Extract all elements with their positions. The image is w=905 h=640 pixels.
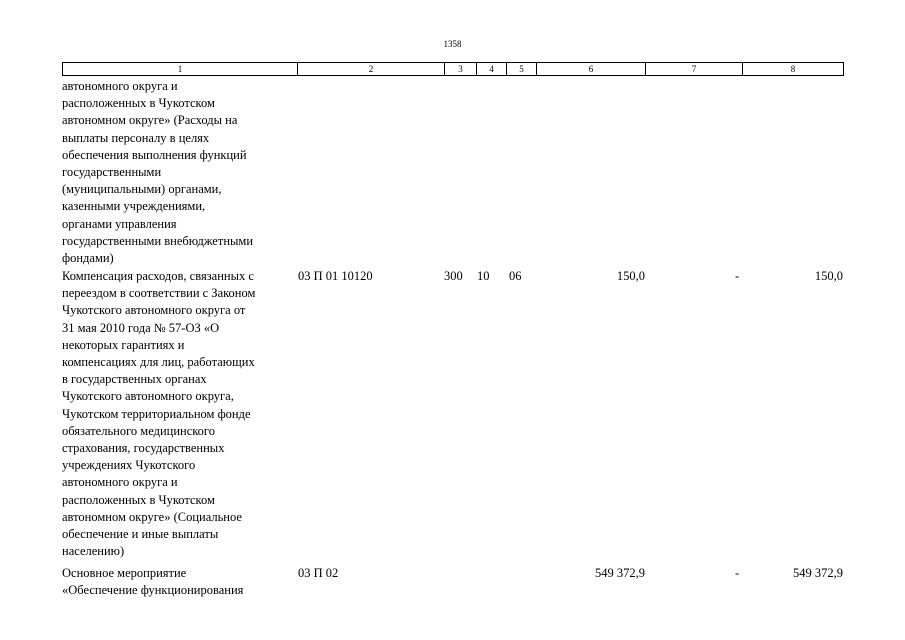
description-line: выплаты персоналу в целях xyxy=(62,130,210,145)
description-line: автономном округе» (Расходы на xyxy=(62,113,238,128)
table-row-description xyxy=(62,268,255,560)
row-col4: 10 xyxy=(477,269,490,283)
description-line: (муниципальными) органами, xyxy=(62,182,222,197)
row-col3: 300 xyxy=(444,269,463,283)
description-line: фондами) xyxy=(62,251,114,266)
description-line: учреждениях Чукотского xyxy=(62,458,196,473)
row-code: 03 П 01 10120 xyxy=(298,269,373,283)
row-col8: 549 372,9 xyxy=(793,566,843,580)
row-col7: - xyxy=(735,566,740,580)
column-header-7: 7 xyxy=(646,63,743,75)
column-header-6: 6 xyxy=(537,63,646,75)
table-header xyxy=(62,62,844,76)
description-line: Чукотского автономного округа от xyxy=(62,303,246,318)
row-col6: 549 372,9 xyxy=(595,566,645,580)
description-line: расположенных в Чукотском xyxy=(62,492,215,507)
description-line: «Обеспечение функционирования xyxy=(62,583,244,598)
description-line: компенсациях для лиц, работающих xyxy=(62,355,255,370)
description-line: государственными внебюджетными xyxy=(62,233,254,248)
column-header-8: 8 xyxy=(790,64,796,74)
description-line: обеспечение и иные выплаты xyxy=(62,527,219,542)
column-header-5: 5 xyxy=(507,63,537,75)
description-line: автономного округа и xyxy=(62,79,178,93)
description-line: органами управления xyxy=(62,216,177,231)
row-col6: 150,0 xyxy=(616,269,645,283)
row-col5: 06 xyxy=(509,269,522,283)
column-header-2: 2 xyxy=(298,63,445,75)
description-line: обеспечения выполнения функций xyxy=(62,147,247,162)
column-header-4: 4 xyxy=(477,63,507,75)
description-line: Основное мероприятие xyxy=(62,566,187,580)
description-line: переездом в соответствии с Законом xyxy=(62,286,256,301)
row-code: 03 П 02 xyxy=(298,566,339,580)
description-line: Компенсация расходов, связанных с xyxy=(62,269,254,283)
column-header-1: 1 xyxy=(63,63,298,75)
table-row-description xyxy=(62,78,253,267)
row-col8: 150,0 xyxy=(814,269,843,283)
row-col7: - xyxy=(735,269,740,283)
page-number: 1358 xyxy=(443,39,462,49)
table-row-description xyxy=(62,565,243,599)
description-line: Чукотского автономного округа, xyxy=(62,389,234,404)
description-line: населению) xyxy=(62,544,125,559)
description-line: страхования, государственных xyxy=(62,441,225,456)
description-line: обязательного медицинского xyxy=(62,423,216,438)
description-line: в государственных органах xyxy=(62,372,207,387)
description-line: некоторых гарантиях и xyxy=(62,337,185,352)
description-line: государственными xyxy=(62,165,162,180)
description-line: расположенных в Чукотском xyxy=(62,96,215,111)
column-header-3: 3 xyxy=(445,63,477,75)
description-line: казенными учреждениями, xyxy=(62,199,206,214)
description-line: 31 мая 2010 года № 57-ОЗ «О xyxy=(62,320,220,335)
description-line: автономном округе» (Социальное xyxy=(62,509,242,524)
description-line: Чукотском территориальном фонде xyxy=(62,406,251,421)
description-line: автономного округа и xyxy=(62,475,178,490)
